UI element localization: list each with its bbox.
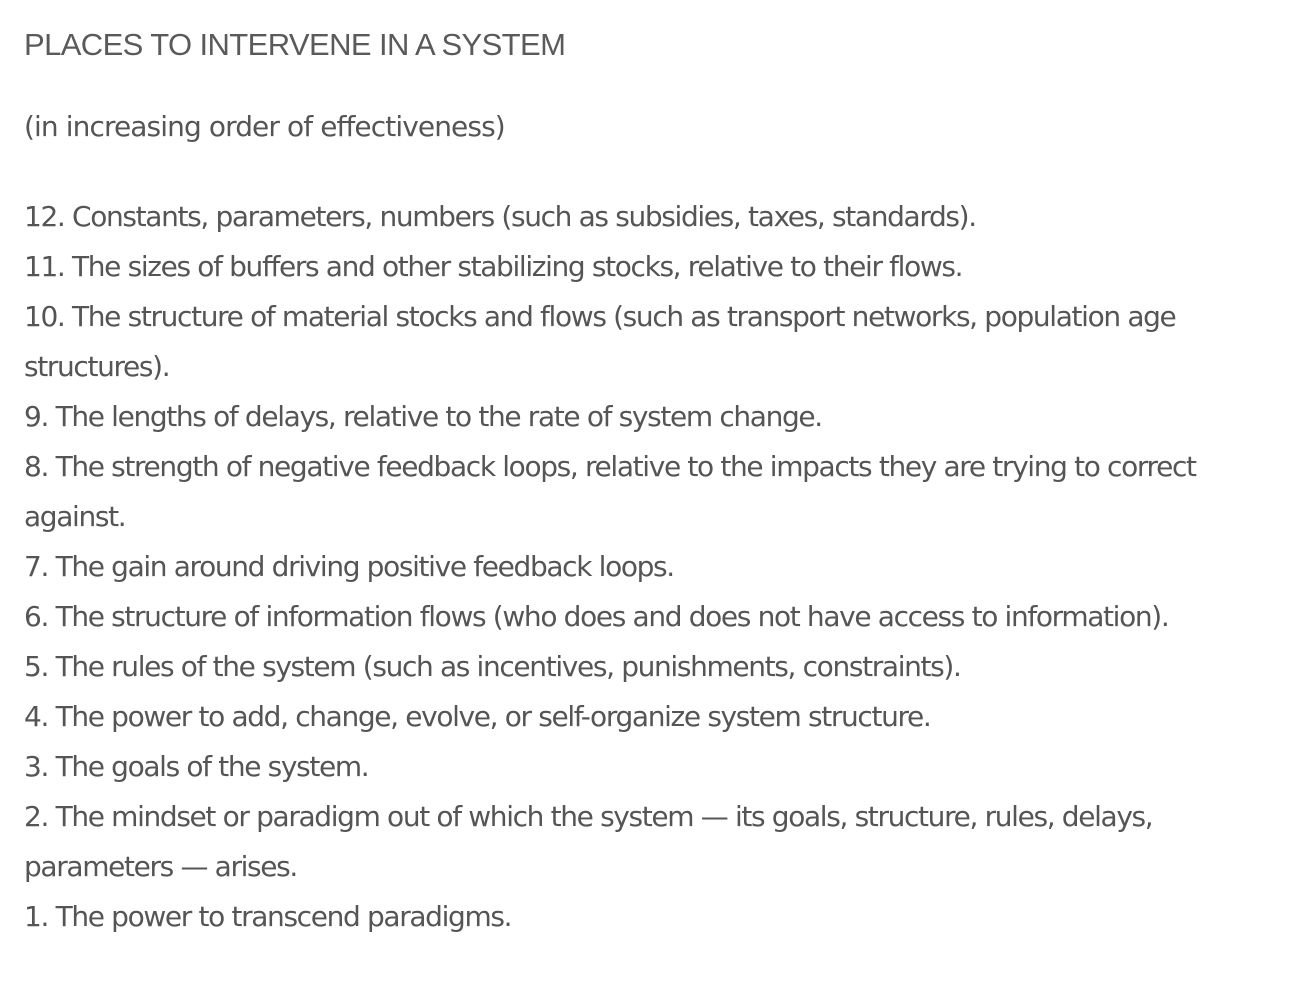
list-item: 5. The rules of the system (such as incentives, punishments, constraints). <box>24 650 961 683</box>
list-item: 11. The sizes of buffers and other stabilizing stocks, relative to their flows. <box>24 250 963 283</box>
list-item: 6. The structure of information flows (who does and does not have access to information). <box>24 600 1169 633</box>
document-subtitle: (in increasing order of effectiveness) <box>24 110 505 143</box>
list-item: 8. The strength of negative feedback loops, relative to the impacts they are trying to correct against. <box>24 450 1196 533</box>
list-item: 1. The power to transcend paradigms. <box>24 900 512 933</box>
list-item: 10. The structure of material stocks and flows (such as transport networks, population age structures). <box>24 300 1176 383</box>
list-item: 9. The lengths of delays, relative to the rate of system change. <box>24 400 822 433</box>
list-item: 2. The mindset or paradigm out of which the system — its goals, structure, rules, delays, parameters — arises. <box>24 800 1153 883</box>
document-title: PLACES TO INTERVENE IN A SYSTEM <box>24 27 566 62</box>
list-item: 4. The power to add, change, evolve, or self-organize system structure. <box>24 700 931 733</box>
list-item: 12. Constants, parameters, numbers (such as subsidies, taxes, standards). <box>24 200 976 233</box>
list-item: 3. The goals of the system. <box>24 750 369 783</box>
list-item: 7. The gain around driving positive feedback loops. <box>24 550 674 583</box>
intervention-list <box>24 192 1294 942</box>
